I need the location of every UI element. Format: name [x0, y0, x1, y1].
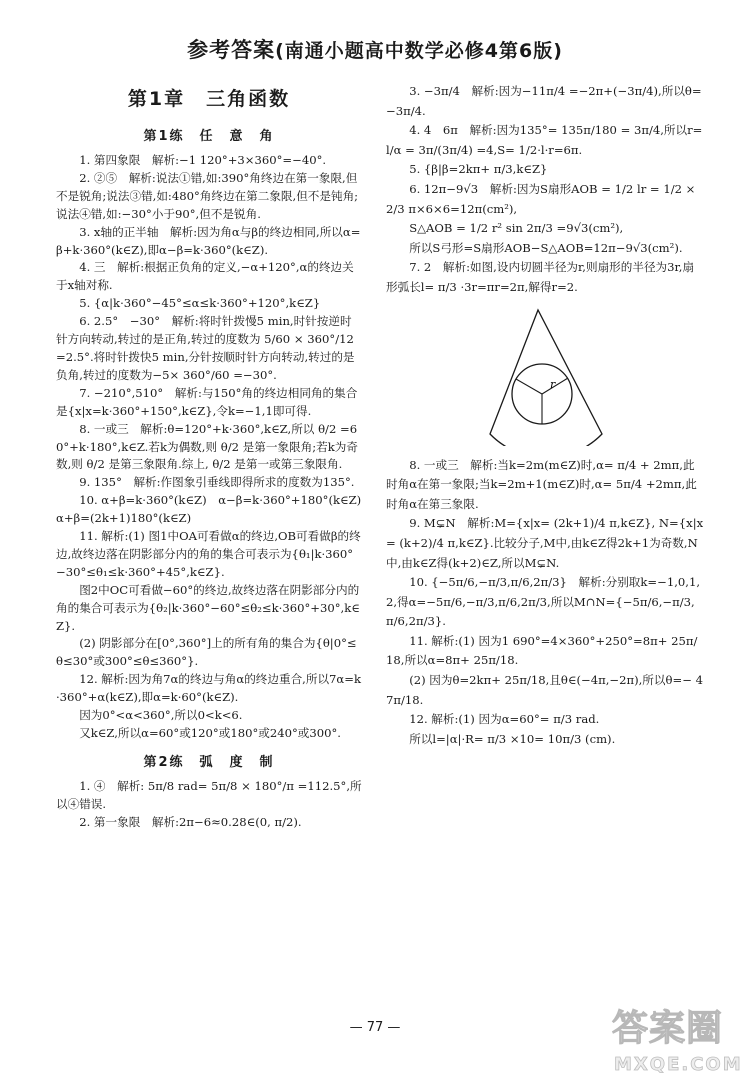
page-title: [0, 34, 750, 64]
radius-line: [516, 379, 542, 394]
answer-item: 10. α+β=k·360°(k∈Z) α−β=k·360°+180°(k∈Z) α+β=(2k+1)180°(k∈Z): [56, 493, 373, 526]
answer-item: 11. 解析:(1) 图1中OA可看做α的终边,OB可看做β的终边,故终边落在阴影部分内的角的集合可表示为{θ₁|k·360°−30°≤θ₁≤k·360°+45°,k∈Z}.: [56, 529, 361, 579]
answer-item: 因为0°<α<360°,所以0<k<6.: [79, 708, 243, 723]
radius-label: r: [550, 377, 556, 391]
answer-item: 所以S弓形=S扇形AOB−S△AOB=12π−9√3(cm²).: [409, 240, 683, 255]
answer-item: 12. 解析:因为角7α的终边与角α的终边重合,所以7α=k·360°+α(k∈Z),即α=k·60°(k∈Z).: [56, 672, 361, 705]
answer-item: 8. 一或三 解析:θ=120°+k·360°,k∈Z,所以 θ/2 =60°+k·180°,k∈Z.若k为偶数,则 θ/2 是第一象限角;若k为奇数,则 θ/2 是第三象限角.综上, θ/2 是第一或第三象限角.: [56, 421, 358, 472]
title-sub: (南通小题高中数学必修4第6版): [275, 40, 563, 62]
left-column: [56, 82, 373, 832]
answer-item: (2) 因为θ=2kπ+ 25π/18,且θ∈(−4π,−2π),所以θ=− 47π/18.: [386, 673, 703, 707]
section-title-1: 第1练 任 意 角: [143, 129, 275, 144]
answer-item: (2) 阴影部分在[0°,360°]上的所有角的集合为{θ|0°≤θ≤30°或300°≤θ≤360°}.: [56, 636, 357, 669]
answer-item: 6. 2.5° −30° 解析:将时针拨慢5 min,时针按逆时针方向转动,转过的是正角,转过的度数为 5/60 × 360°/12 =2.5°.将时针拨快5 min,分针按顺时针方向转动,转过的是负角,转过的度数为−5× 360°/60 =−30°.: [56, 314, 355, 382]
sector-incircle-figure: [480, 306, 610, 446]
answer-item: 所以l=|α|·R= π/3 ×10= 10π/3 (cm).: [409, 731, 616, 746]
answer-item: 6. 12π−9√3 解析:因为S扇形AOB = 1/2 lr = 1/2 × 2/3 π×6×6=12π(cm²),: [386, 181, 696, 216]
answer-item: 图2中OC可看做−60°的终边,故终边落在阴影部分内的角的集合可表示为{θ₂|k·360°−60°≤θ₂≤k·360°+30°,k∈Z}.: [56, 582, 360, 633]
answer-item: 5. {α|k·360°−45°≤α≤k·360°+120°,k∈Z}: [79, 296, 321, 311]
answer-item: 8. 一或三 解析:当k=2m(m∈Z)时,α= π/4 + 2mπ,此时角α在第一象限;当k=2m+1(m∈Z)时,α= 5π/4 +2mπ,此时角α在第三象限.: [386, 457, 697, 511]
answer-item: 7. −210°,510° 解析:与150°角的终边相同角的集合是{x|x=k·360°+150°,k∈Z},令k=−1,1即可得.: [56, 385, 358, 418]
watermark-logo: [612, 1000, 742, 1086]
answer-item: 12. 解析:(1) 因为α=60°= π/3 rad.: [409, 712, 600, 727]
sector-outline: [490, 310, 602, 446]
answer-item: 9. 135° 解析:作图象引垂线即得所求的度数为135°.: [79, 475, 355, 490]
answer-item: 5. {β|β=2kπ+ π/3,k∈Z}: [409, 162, 548, 177]
answer-item: 7. 2 解析:如图,设内切圆半径为r,则扇形的半径为3r,扇形弧长l= π/3 ·3r=πr=2π,解得r=2.: [386, 260, 695, 294]
answer-item: 3. x轴的正半轴 解析:因为角α与β的终边相同,所以α=β+k·360°(k∈Z),即α−β=k·360°(k∈Z).: [56, 224, 361, 257]
answer-item: 2. ②⑤ 解析:说法①错,如:390°角终边在第一象限,但不是锐角;说法③错,如:480°角终边在第二象限,但不是钝角;说法④错,如:−30°小于90°,但不是锐角.: [56, 170, 359, 221]
answer-item: 2. 第一象限 解析:2π−6≈0.28∈(0, π/2).: [79, 814, 302, 829]
section-title-2: 第2练 弧 度 制: [143, 754, 275, 770]
page-number: — 77 —: [349, 1020, 401, 1035]
answer-item: 又k∈Z,所以α=60°或120°或180°或240°或300°.: [79, 726, 341, 740]
chapter-title: 第1章 三角函数: [127, 88, 291, 110]
right-column: [386, 82, 704, 749]
answer-item: 4. 4 6π 解析:因为135°= 135π/180 = 3π/4,所以r= l/α = 3π/(3π/4) =4,S= 1/2·l·r=6π.: [386, 123, 703, 157]
answer-item: 10. {−5π/6,−π/3,π/6,2π/3} 解析:分别取k=−1,0,1,2,得α=−5π/6,−π/3,π/6,2π/3,所以M∩N={−5π/6,−π/3,π/6,2π/3}.: [386, 575, 701, 629]
answer-item: 11. 解析:(1) 因为1 690°=4×360°+250°=8π+ 25π/18,所以α=8π+ 25π/18.: [386, 633, 698, 668]
answer-item: 4. 三 解析:根据正负角的定义,−α+120°,α的终边关于x轴对称.: [56, 260, 354, 293]
watermark-url: MXQE.COM: [614, 1054, 743, 1075]
answer-item: 9. M⊊N 解析:M={x|x= (2k+1)/4 π,k∈Z}, N={x|x= (k+2)/4 π,k∈Z}.比较分子,M中,由k∈Z得2k+1为奇数,N中,由k∈Z得(k+2)∈Z,所以M⊊N.: [386, 516, 704, 570]
answer-item: S△AOB = 1/2 r² sin 2π/3 =9√3(cm²),: [409, 221, 624, 236]
answer-item: 1. 第四象限 解析:−1 120°+3×360°=−40°.: [79, 153, 327, 167]
answer-item: 3. −3π/4 解析:因为−11π/4 =−2π+(−3π/4),所以θ=−3π/4.: [386, 84, 702, 118]
title-main: 参考答案: [187, 38, 276, 62]
answer-item: 1. ④ 解析: 5π/8 rad= 5π/8 × 180°/π =112.5°,所以④错误.: [56, 778, 362, 811]
watermark-text: 答案圈: [612, 1008, 724, 1049]
